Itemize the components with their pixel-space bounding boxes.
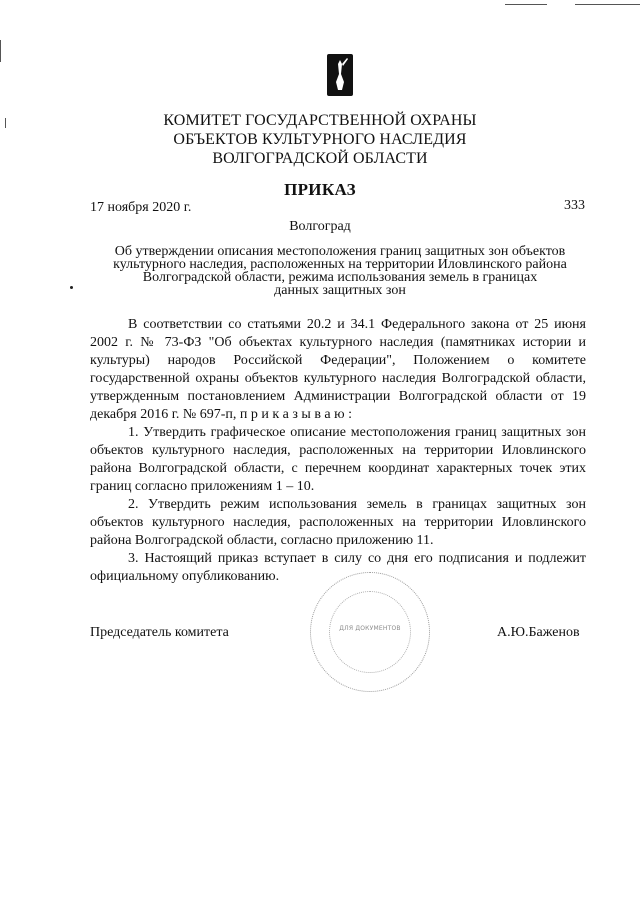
official-seal-stamp: [310, 572, 430, 692]
signatory-position: Председатель комитета: [90, 625, 229, 640]
coat-of-arms-emblem: [327, 54, 353, 96]
scan-speck: [70, 286, 73, 289]
order-item-2: 2. Утвердить режим использования земель в границах защитных зон объектов культурного наследия, расположенных на территории Иловлинского района Волгоградской области, согласно приложению 11.: [90, 497, 586, 548]
seal-inner-ring: [329, 591, 411, 673]
seal-text: ДЛЯ ДОКУМЕНТОВ: [339, 625, 401, 632]
order-subject: [90, 245, 590, 297]
order-item-3: 3. Настоящий приказ вступает в силу со дня его подписания и подлежит официальному опубликованию.: [90, 551, 586, 584]
preamble-paragraph: В соответствии со статьями 20.2 и 34.1 Федерального закона от 25 июня 2002 г. № 73-ФЗ "Об объектах культурного наследия (памятниках истории и культуры) народов Российской Федерации", Положением о комитете государственной охраны объектов культурного наследия Волгоградской области, утвержденным постановлением Администрации Волгоградской области от 19 декабря 2016 г. № 697-п, п р и к а з ы в а ю :: [90, 317, 586, 422]
org-name-line: ВОЛГОГРАДСКОЙ ОБЛАСТИ: [212, 150, 428, 167]
scan-edge-line: [0, 40, 1, 62]
order-item-1: 1. Утвердить графическое описание местоположения границ защитных зон объектов культурного наследия, расположенных на территории Иловлинского района Волгоградской области, с перечнем координат характерных точек этих границ согласно приложениям 1 – 10.: [90, 425, 586, 494]
org-name-line: ОБЪЕКТОВ КУЛЬТУРНОГО НАСЛЕДИЯ: [173, 131, 467, 148]
subject-line: Об утверждении описания местоположения границ защитных зон объектов: [114, 244, 566, 259]
document-title: ПРИКАЗ: [284, 180, 356, 199]
subject-line: Волгоградской области, режима использования земель в границах: [142, 270, 538, 285]
order-city: Волгоград: [289, 219, 351, 234]
org-name-line: КОМИТЕТ ГОСУДАРСТВЕННОЙ ОХРАНЫ: [163, 112, 477, 129]
order-body: [90, 316, 586, 586]
subject-line: данных защитных зон: [274, 283, 406, 298]
scan-edge-line: [575, 4, 640, 5]
subject-line: культурного наследия, расположенных на территории Иловлинского района: [113, 257, 567, 272]
signatory-name: А.Ю.Баженов: [497, 625, 580, 640]
scan-edge-line: [505, 4, 547, 5]
order-date: 17 ноября 2020 г.: [90, 200, 192, 215]
order-number: 333: [564, 198, 585, 213]
